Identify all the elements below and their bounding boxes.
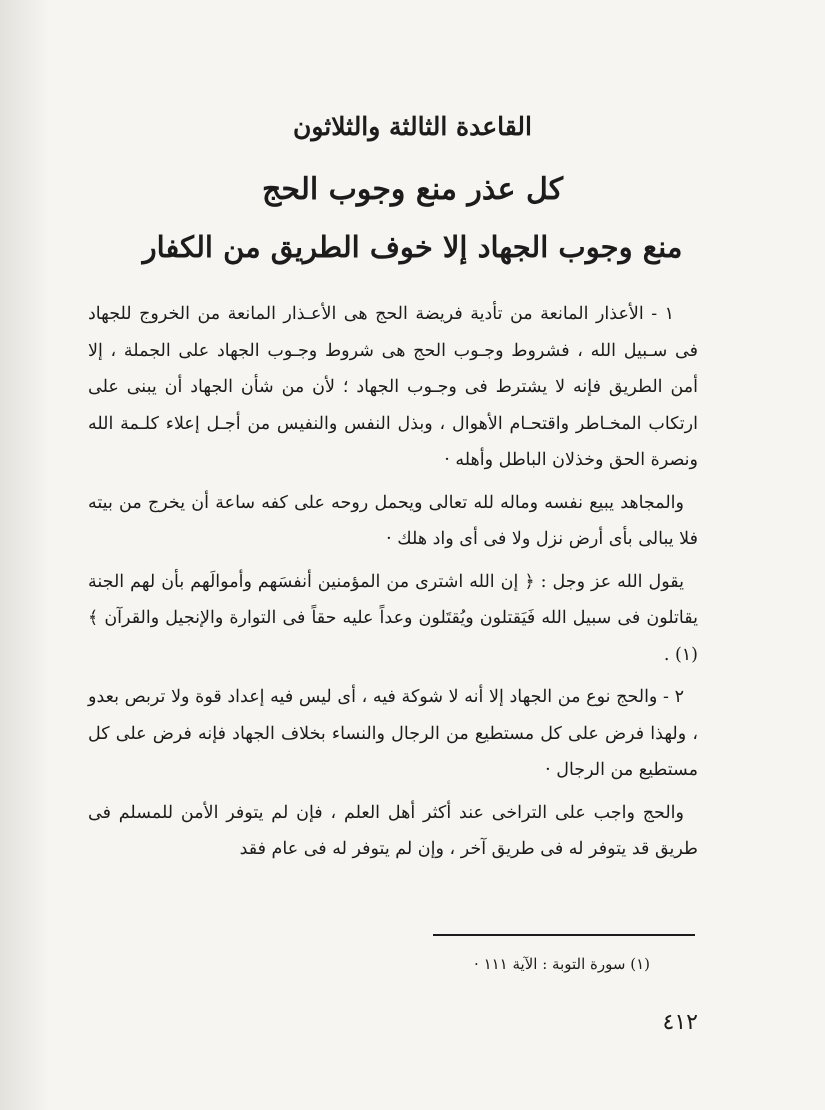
gutter-shadow — [0, 0, 50, 1110]
paragraph-1: ١ - الأعذار المانعة من تأدية فريضة الحج هى الأعـذار المانعة من الخروج للجهاد فى سـبيل الله ، فشروط وجـوب الحج هى شروط وجـوب الجهاد على الجملة ، إلا أمن الطريق فإنه لا يشترط فى وجـوب الجهاد ؛ لأن من شأن الجهاد أن يبنى على ارتكاب المخـاطر واقتحـام الأهوال ، وبذل النفس والنفيس من أجـل إعلاء كلـمة الله ونصرة الحق وخذلان الباطل وأهله · — [88, 304, 698, 470]
footnote-divider — [433, 934, 695, 936]
rule-title-line-2: منع وجوب الجهاد إلا خوف الطريق من الكفار — [142, 230, 683, 264]
footnote: (١) سورة التوبة : الآية ١١١ · — [474, 955, 650, 973]
rule-title-line-1: كل عذر منع وجوب الحج — [262, 172, 563, 207]
body-text — [88, 296, 698, 874]
paragraph-5: والحج واجب على التراخى عند أكثر أهل العلم ، فإن لم يتوفر الأمن للمسلم فى طريق قد يتوفر له فى طريق آخر ، وإن لم يتوفر له فى عام فقد — [88, 802, 698, 859]
paragraph-3: يقول الله عز وجل : ﴿ إن الله اشترى من المؤمنين أنفسَهم وأموالَهم بأن لهم الجنة يقاتلون فى سبيل الله فَيَقتلون ويُقتَلون وعداً عليه حقاً فى التوارة والإنجيل والقرآن ﴾ (١) . — [88, 571, 698, 665]
paragraph-2: والمجاهد يبيع نفسه وماله لله تعالى ويحمل روحه على كفه ساعة أن يخرج من بيته فلا يبالى بأى أرض نزل ولا فى أى واد هلك · — [88, 492, 698, 549]
rule-number-title: القاعدة الثالثة والثلاثون — [293, 112, 532, 141]
paragraph-4: ٢ - والحج نوع من الجهاد إلا أنه لا شوكة فيه ، أى ليس فيه إعداد قوة ولا تربص بعدو ، ولهذا فرض على كل مستطيع من الرجال والنساء بخلاف الجهاد فإنه فرض على كل مستطيع من الرجال · — [88, 687, 698, 780]
page-number: ٤١٢ — [662, 1010, 698, 1035]
